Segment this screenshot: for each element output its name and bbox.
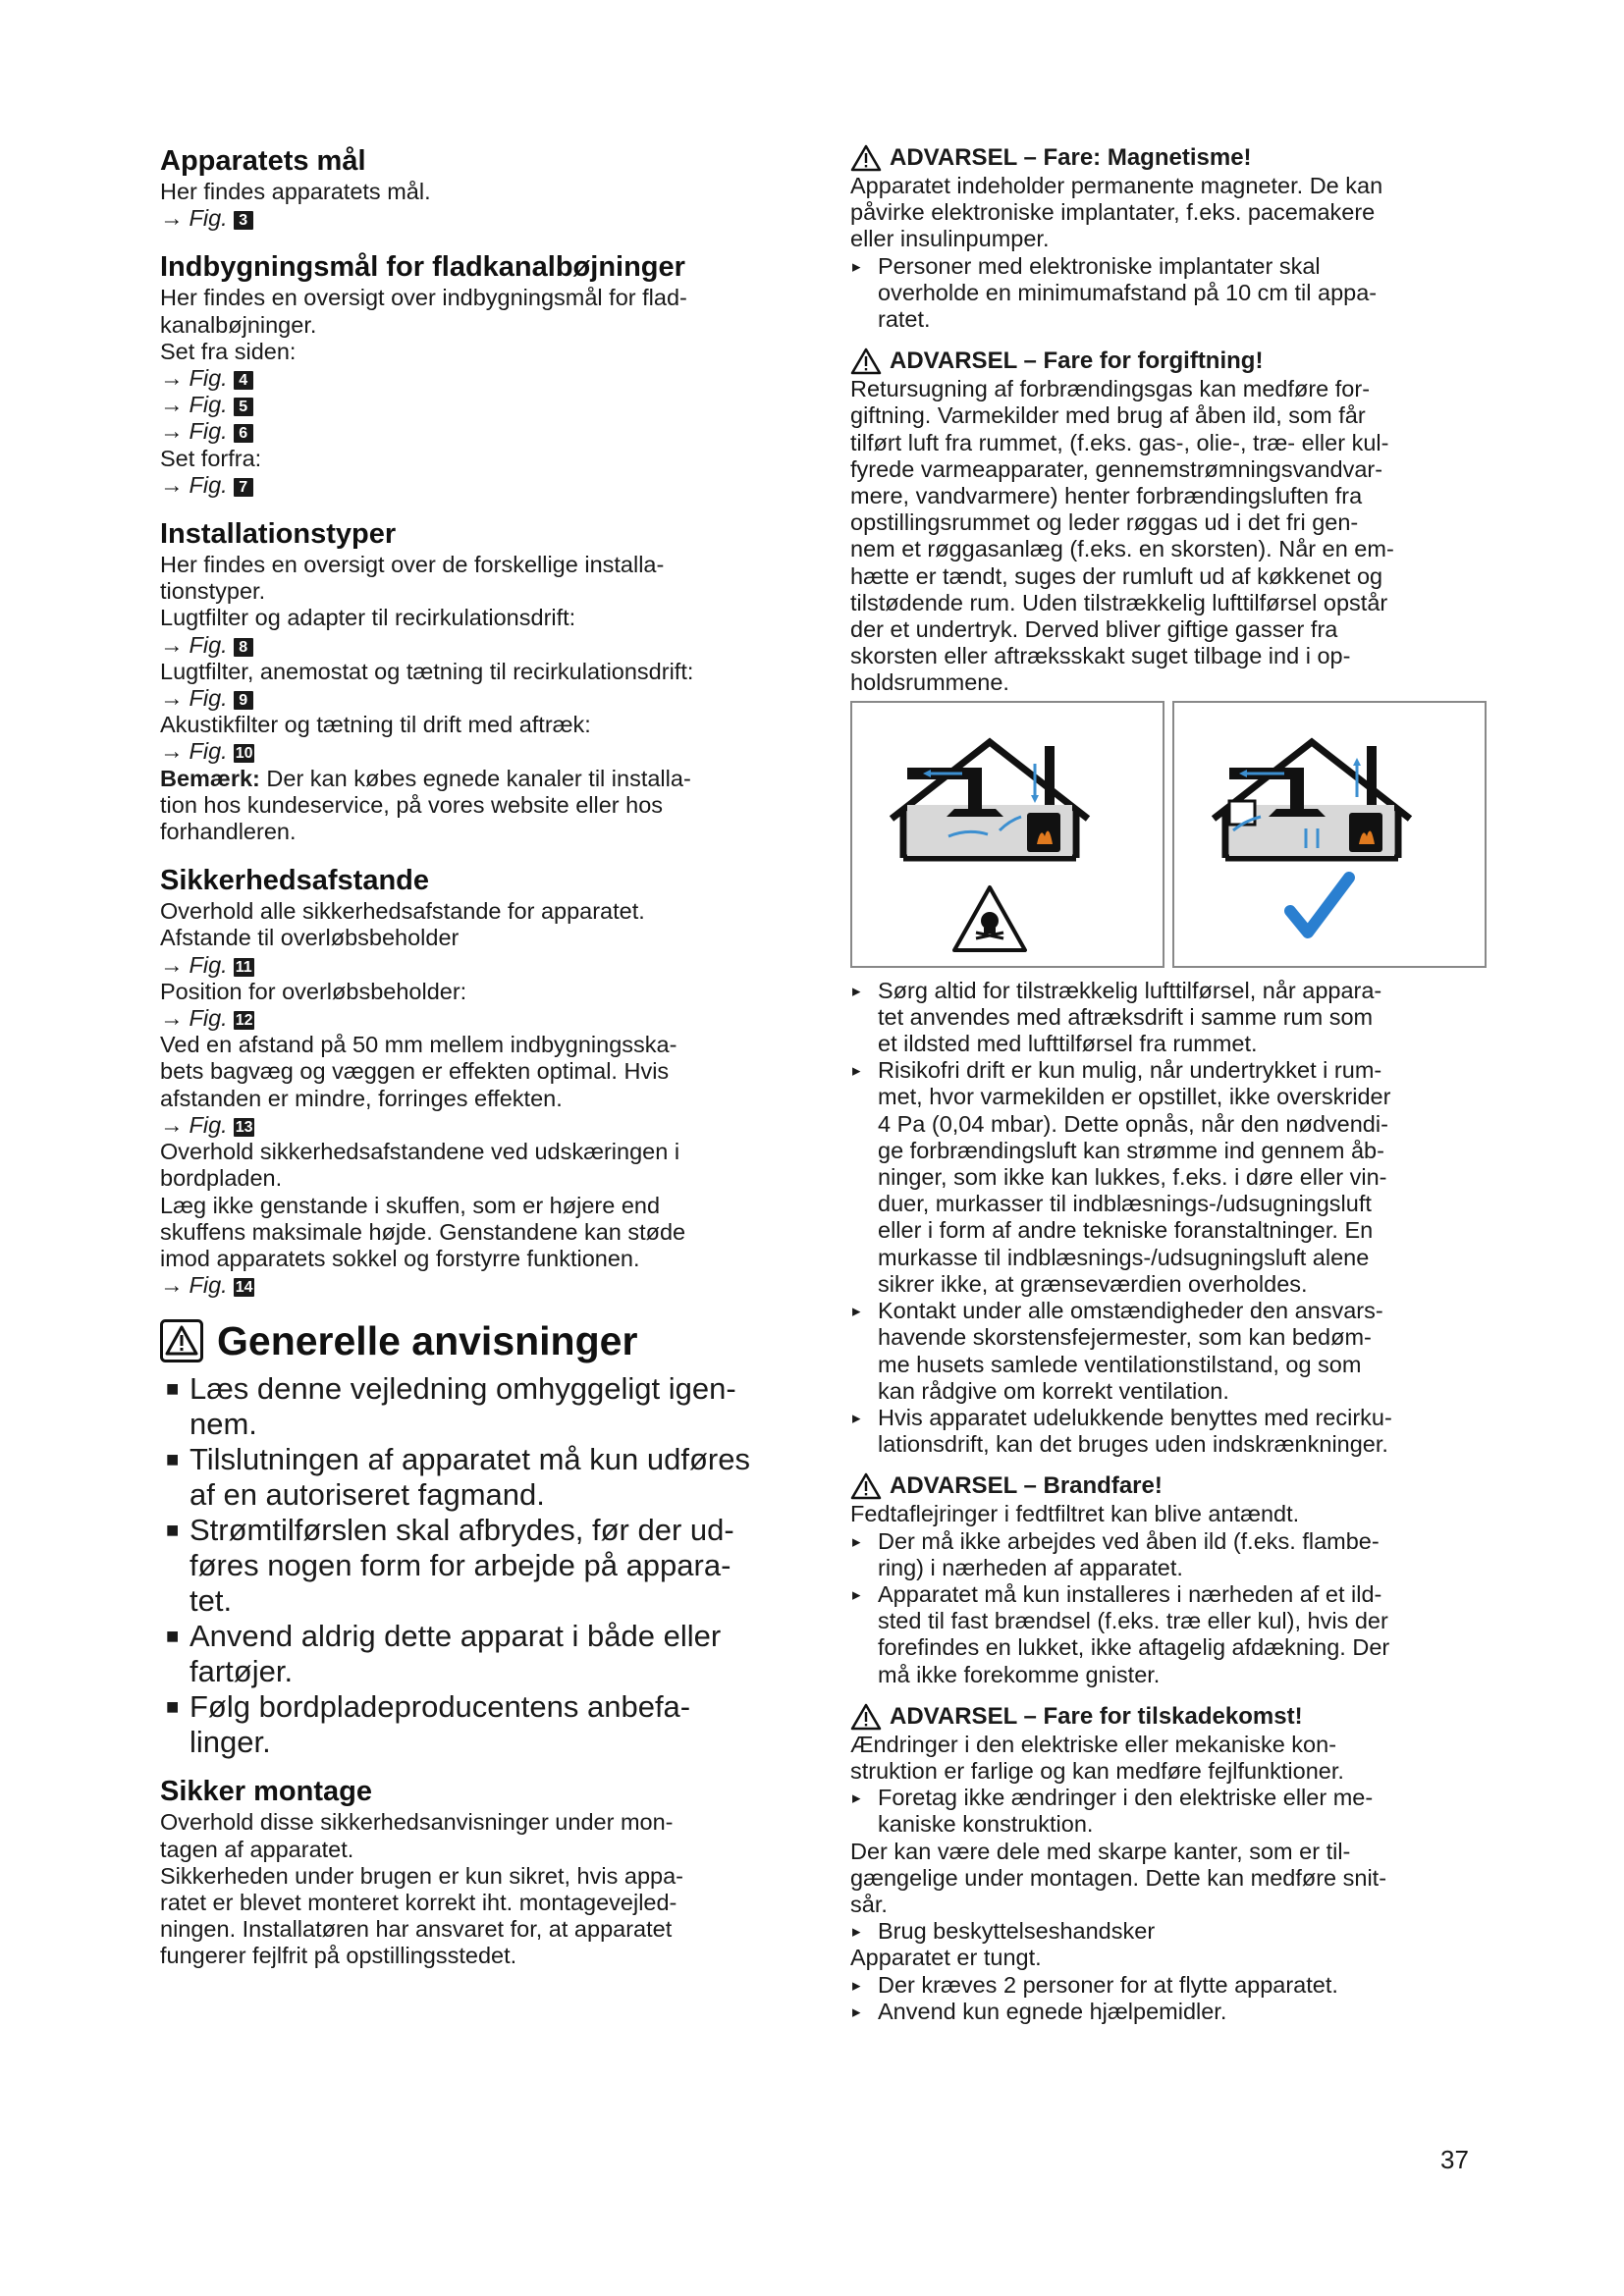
text-line: bets bagvæg og væggen er effekten optimal. Hvis — [160, 1058, 670, 1085]
text-line: kanalbøjninger. — [160, 311, 317, 338]
text-line: skorsten eller aftræksskakt suget tilbage ind i op- — [850, 643, 1351, 669]
text-line: Afstande til overløbsbeholder — [160, 925, 460, 951]
warning-heading: ADVARSEL – Brandfare! — [850, 1471, 1479, 1501]
text-line: tagen af apparatet. — [160, 1836, 354, 1862]
warning-triangle-icon — [850, 1703, 882, 1731]
left-column — [160, 143, 798, 1970]
triangle-bullet-icon: ▸ — [852, 1408, 861, 1427]
right-column — [850, 143, 1479, 2025]
text-line: nem et røggasanlæg (f.eks. en skorsten). Når en em- — [850, 536, 1394, 562]
list-item: ■ Læs denne vejledning omhyggeligt igen- nem. — [166, 1371, 736, 1442]
list-item: ▸ Der kræves 2 personer for at flytte apparatet. — [852, 1971, 1338, 1998]
triangle-bullet-icon: ▸ — [852, 256, 861, 276]
fig-number: 4 — [234, 371, 253, 390]
text-line: der et undertryk. Derved bliver giftige gasser fra — [850, 616, 1338, 643]
square-bullet-icon: ■ — [166, 1447, 180, 1472]
fig-number: 5 — [234, 398, 253, 416]
text-line: skuffens maksimale højde. Genstandene kan støde — [160, 1218, 686, 1245]
house-ok-illustration — [1174, 703, 1485, 966]
heading-indbygningsmaal: Indbygningsmål for fladkanalbøjninger — [160, 251, 685, 284]
text-line: tilført luft fra rummet, (f.eks. gas-, olie-, træ- eller kul- — [850, 429, 1389, 455]
triangle-bullet-icon: ▸ — [852, 1789, 861, 1808]
bullet-list — [850, 978, 1479, 1459]
text-line: eller insulinpumper. — [850, 226, 1050, 252]
general-instructions-list — [160, 1371, 798, 1760]
fig-ref[interactable]: → Fig. 5 — [160, 392, 798, 418]
fig-ref[interactable]: → Fig. 13 — [160, 1111, 253, 1138]
generelle-anvisninger-heading — [160, 1316, 798, 1365]
text-line: Retursugning af forbrændingsgas kan medføre for- — [850, 376, 1371, 402]
fig-ref[interactable]: → Fig. 8 — [160, 632, 798, 659]
page-section-title: Generelle anvisninger — [217, 1318, 638, 1364]
warning-triangle-icon — [850, 1472, 882, 1500]
arrow-icon: → — [160, 1005, 184, 1032]
list-item: ▸ Personer med elektroniske implantater skal overholde en minimumafstand på 10 cm til appa- ratet. — [852, 252, 1378, 333]
list-item: ▸ Sørg altid for tilstrækkelig lufttilførsel, når appara- tet anvendes med aftræksdrift i samme rum som et ildsted med lufttilførsel fra rummet. — [852, 977, 1382, 1057]
text-line: Der kan være dele med skarpe kanter, som er til- — [850, 1838, 1351, 1864]
illustration-panel-ok — [1172, 701, 1487, 968]
fig-number: 9 — [234, 691, 253, 710]
list-item: ▸ Der må ikke arbejdes ved åben ild (f.eks. flambe- ring) i nærheden af apparatet. — [852, 1527, 1380, 1580]
arrow-icon: → — [160, 471, 184, 498]
text-line: bordpladen. — [160, 1165, 283, 1192]
text-line: Overhold disse sikkerhedsanvisninger under mon- — [160, 1809, 674, 1836]
arrow-icon: → — [160, 418, 184, 445]
text-line: opstillingsrummet og leder røggas ud i det fri gen- — [850, 509, 1359, 536]
text-line: Apparatet indeholder permanente magneter. De kan — [850, 173, 1383, 198]
text-line: ningen. Installatøren har ansvaret for, at apparatet — [160, 1916, 673, 1943]
text-line: tion hos kundeservice, på vores website eller hos — [160, 791, 664, 818]
arrow-icon: → — [160, 631, 184, 658]
fig-number: 10 — [235, 745, 253, 763]
heading-sikkerhedsafstande: Sikkerhedsafstande — [160, 865, 430, 897]
text-line: Ved en afstand på 50 mm mellem indbygningsska- — [160, 1032, 677, 1058]
page-number: 37 — [1440, 2145, 1469, 2174]
triangle-bullet-icon: ▸ — [852, 1922, 861, 1942]
text-line: tilstødende rum. Uden tilstrækkelig lufttilførsel opstår — [850, 589, 1388, 615]
arrow-icon: → — [160, 205, 184, 232]
text-line: Ændringer i den elektriske eller mekaniske kon- — [850, 1731, 1337, 1757]
bullet-list — [850, 1528, 1479, 1688]
text-line: Lugtfilter, anemostat og tætning til recirkulationsdrift: — [160, 658, 694, 684]
bullet-list — [850, 253, 1479, 334]
square-bullet-icon: ■ — [166, 1376, 180, 1402]
fig-number: 14 — [235, 1279, 253, 1297]
text-line: gængelige under montagen. Dette kan medføre snit- — [850, 1864, 1387, 1891]
list-item: ▸ Apparatet må kun installeres i nærheden af et ild- sted til fast brændsel (f.eks. træ eller kul), hvis der forefindes en lukket, ikke aftagelig afdækning. Der må ikke forekomme gnister. — [852, 1580, 1390, 1687]
fig-number: 11 — [235, 958, 252, 976]
fig-ref[interactable]: → Fig. 11 — [160, 951, 252, 978]
house-danger-illustration — [852, 703, 1163, 966]
triangle-bullet-icon: ▸ — [852, 1975, 861, 1995]
text-line: hætte er tændt, suges der rumluft ud af køkkenet og — [850, 562, 1383, 589]
fig-number: 8 — [234, 638, 253, 657]
list-item: ▸ Kontakt under alle omstændigheder den ansvars- havende skorstensfejermester, som kan bedøm- me husets samlede ventilationstilstand, og som kan rådgive om korrekt ventilation. — [852, 1298, 1383, 1404]
triangle-bullet-icon: ▸ — [852, 1061, 861, 1081]
fig-number: 13 — [235, 1118, 253, 1136]
list-item: ■ Strømtilførslen skal afbrydes, før der ud- føres nogen form for arbejde på appara- tet. — [166, 1513, 734, 1619]
bullet-list — [850, 1785, 1479, 1838]
text-line: Lugtfilter og adapter til recirkulationsdrift: — [160, 605, 576, 631]
text-line: tionstyper. — [160, 578, 266, 605]
list-item: ■ Tilslutningen af apparatet må kun udføres af en autoriseret fagmand. — [166, 1442, 750, 1513]
illustration-panel-danger — [850, 701, 1164, 968]
arrow-icon: → — [160, 1111, 184, 1138]
triangle-bullet-icon: ▸ — [852, 981, 861, 1000]
square-bullet-icon: ■ — [166, 1624, 180, 1649]
text-line: mere, vandvarmere) henter forbrændingsluften fra — [850, 483, 1363, 509]
text-line: holdsrummene. — [850, 669, 1009, 696]
text-line: forhandleren. — [160, 819, 297, 845]
text-line: giftning. Varmekilder med brug af åben ild, som får — [850, 402, 1366, 429]
square-bullet-icon: ■ — [166, 1694, 180, 1720]
arrow-icon: → — [160, 1272, 184, 1299]
text-line: Overhold alle sikkerhedsafstande for apparatet. — [160, 898, 645, 925]
triangle-bullet-icon: ▸ — [852, 1584, 861, 1604]
text-line: Læg ikke genstande i skuffen, som er højere end — [160, 1192, 661, 1218]
fig-ref[interactable]: → Fig. 12 — [160, 1005, 253, 1032]
triangle-bullet-icon: ▸ — [852, 1531, 861, 1551]
fig-ref[interactable]: → Fig. 10 — [160, 738, 253, 765]
warning-triangle-icon — [850, 144, 882, 172]
list-item: ▸ Hvis apparatet udelukkende benyttes med recirku- lationsdrift, kan det bruges uden indskrænkninger. — [852, 1404, 1392, 1458]
text-line: ratet er blevet monteret korrekt iht. montagevejled- — [160, 1889, 677, 1915]
arrow-icon: → — [160, 392, 184, 418]
warning-triangle-icon — [850, 347, 882, 375]
heading-apparatets-maal: Apparatets mål — [160, 145, 366, 177]
text-line: Position for overløbsbeholder: — [160, 978, 467, 1004]
text-line: Apparatet er tungt. — [850, 1945, 1042, 1971]
warning-box-icon — [160, 1319, 203, 1362]
text-line: Her findes en oversigt over de forskellige installa- — [160, 552, 665, 578]
text-line: sår. — [850, 1891, 888, 1917]
bullet-list — [850, 1972, 1479, 2025]
bullet-list — [850, 1918, 1479, 1945]
fig-number: 3 — [234, 211, 253, 230]
text-line: fyrede varmeapparater, gennemstrømningsvandvar- — [850, 455, 1383, 482]
warning-heading: ADVARSEL – Fare for tilskadekomst! — [850, 1702, 1479, 1732]
arrow-icon: → — [160, 738, 184, 765]
fig-number: 12 — [235, 1012, 253, 1030]
list-item: ■ Anvend aldrig dette apparat i både eller fartøjer. — [166, 1619, 722, 1689]
fig-ref[interactable]: → Fig. 9 — [160, 685, 798, 712]
heading-installationstyper: Installationstyper — [160, 518, 397, 551]
list-item: ▸ Risikofri drift er kun mulig, når undertrykket i rum- met, hvor varmekilden er opstillet, ikke overskrider 4 Pa (0,04 mbar). Dette opnås, når den nødvendi- ge forbrændingsluft kan strømme ind gennem åb- ninger, som ikke kan lukkes, f.eks. i døre eller vin- duer, murkasser til indblæsnings-/udsugningsluft eller i form af andre tekniske foranstaltninger. En murkasse til indblæsnings-/udsugningsluft alene sikrer ikke, at grænseværdien overholdes. — [852, 1057, 1391, 1297]
arrow-icon: → — [160, 365, 184, 392]
fig-ref[interactable]: → Fig. 14 — [160, 1272, 253, 1299]
note-line: Bemærk: Der kan købes egnede kanaler til installa- — [160, 765, 691, 791]
text-line: fungerer fejlfrit på opstillingsstedet. — [160, 1943, 517, 1969]
ventilation-illustration — [850, 701, 1479, 968]
heading-sikker-montage: Sikker montage — [160, 1776, 372, 1808]
text-line: Sikkerheden under brugen er kun sikret, hvis appa- — [160, 1862, 683, 1889]
fig-ref[interactable]: → Fig. 3 — [160, 205, 798, 232]
arrow-icon: → — [160, 951, 184, 978]
text-line: Overhold sikkerhedsafstandene ved udskæringen i — [160, 1139, 680, 1165]
text-line: Fedtaflejringer i fedtfiltret kan blive antændt. — [850, 1501, 1300, 1527]
text-line: Set forfra: — [160, 445, 262, 471]
triangle-bullet-icon: ▸ — [852, 2002, 861, 2021]
warning-heading: ADVARSEL – Fare: Magnetisme! — [850, 143, 1479, 173]
list-item: ■ Følg bordpladeproducentens anbefa- linger. — [166, 1689, 691, 1760]
text-line: imod apparatets sokkel og forstyrre funktionen. — [160, 1245, 640, 1271]
text-line: Akustikfilter og tætning til drift med aftræk: — [160, 712, 591, 738]
arrow-icon: → — [160, 685, 184, 712]
text-line: påvirke elektroniske implantater, f.eks. pacemakere — [850, 199, 1376, 226]
text-line: struktion er farlige og kan medføre fejlfunktioner. — [850, 1757, 1344, 1784]
text-line: Her findes apparatets mål. — [160, 179, 431, 204]
fig-number: 6 — [234, 424, 253, 443]
list-item: ▸ Brug beskyttelseshandsker — [852, 1918, 1156, 1945]
text-line: Set fra siden: — [160, 338, 297, 364]
list-item: ▸ Anvend kun egnede hjælpemidler. — [852, 1998, 1227, 2024]
text-line: Her findes en oversigt over indbygningsmål for flad- — [160, 285, 687, 311]
list-item: ▸ Foretag ikke ændringer i den elektriske eller me- kaniske konstruktion. — [852, 1785, 1374, 1838]
square-bullet-icon: ■ — [166, 1518, 180, 1543]
fig-ref[interactable]: → Fig. 6 — [160, 418, 798, 445]
fig-ref[interactable]: → Fig. 4 — [160, 365, 798, 392]
text-line: afstanden er mindre, forringes effekten. — [160, 1085, 563, 1111]
fig-number: 7 — [234, 478, 253, 497]
warning-heading: ADVARSEL – Fare for forgiftning! — [850, 347, 1479, 376]
note-label: Bemærk: — [160, 765, 260, 791]
fig-ref[interactable]: → Fig. 7 — [160, 472, 798, 499]
triangle-bullet-icon: ▸ — [852, 1302, 861, 1321]
